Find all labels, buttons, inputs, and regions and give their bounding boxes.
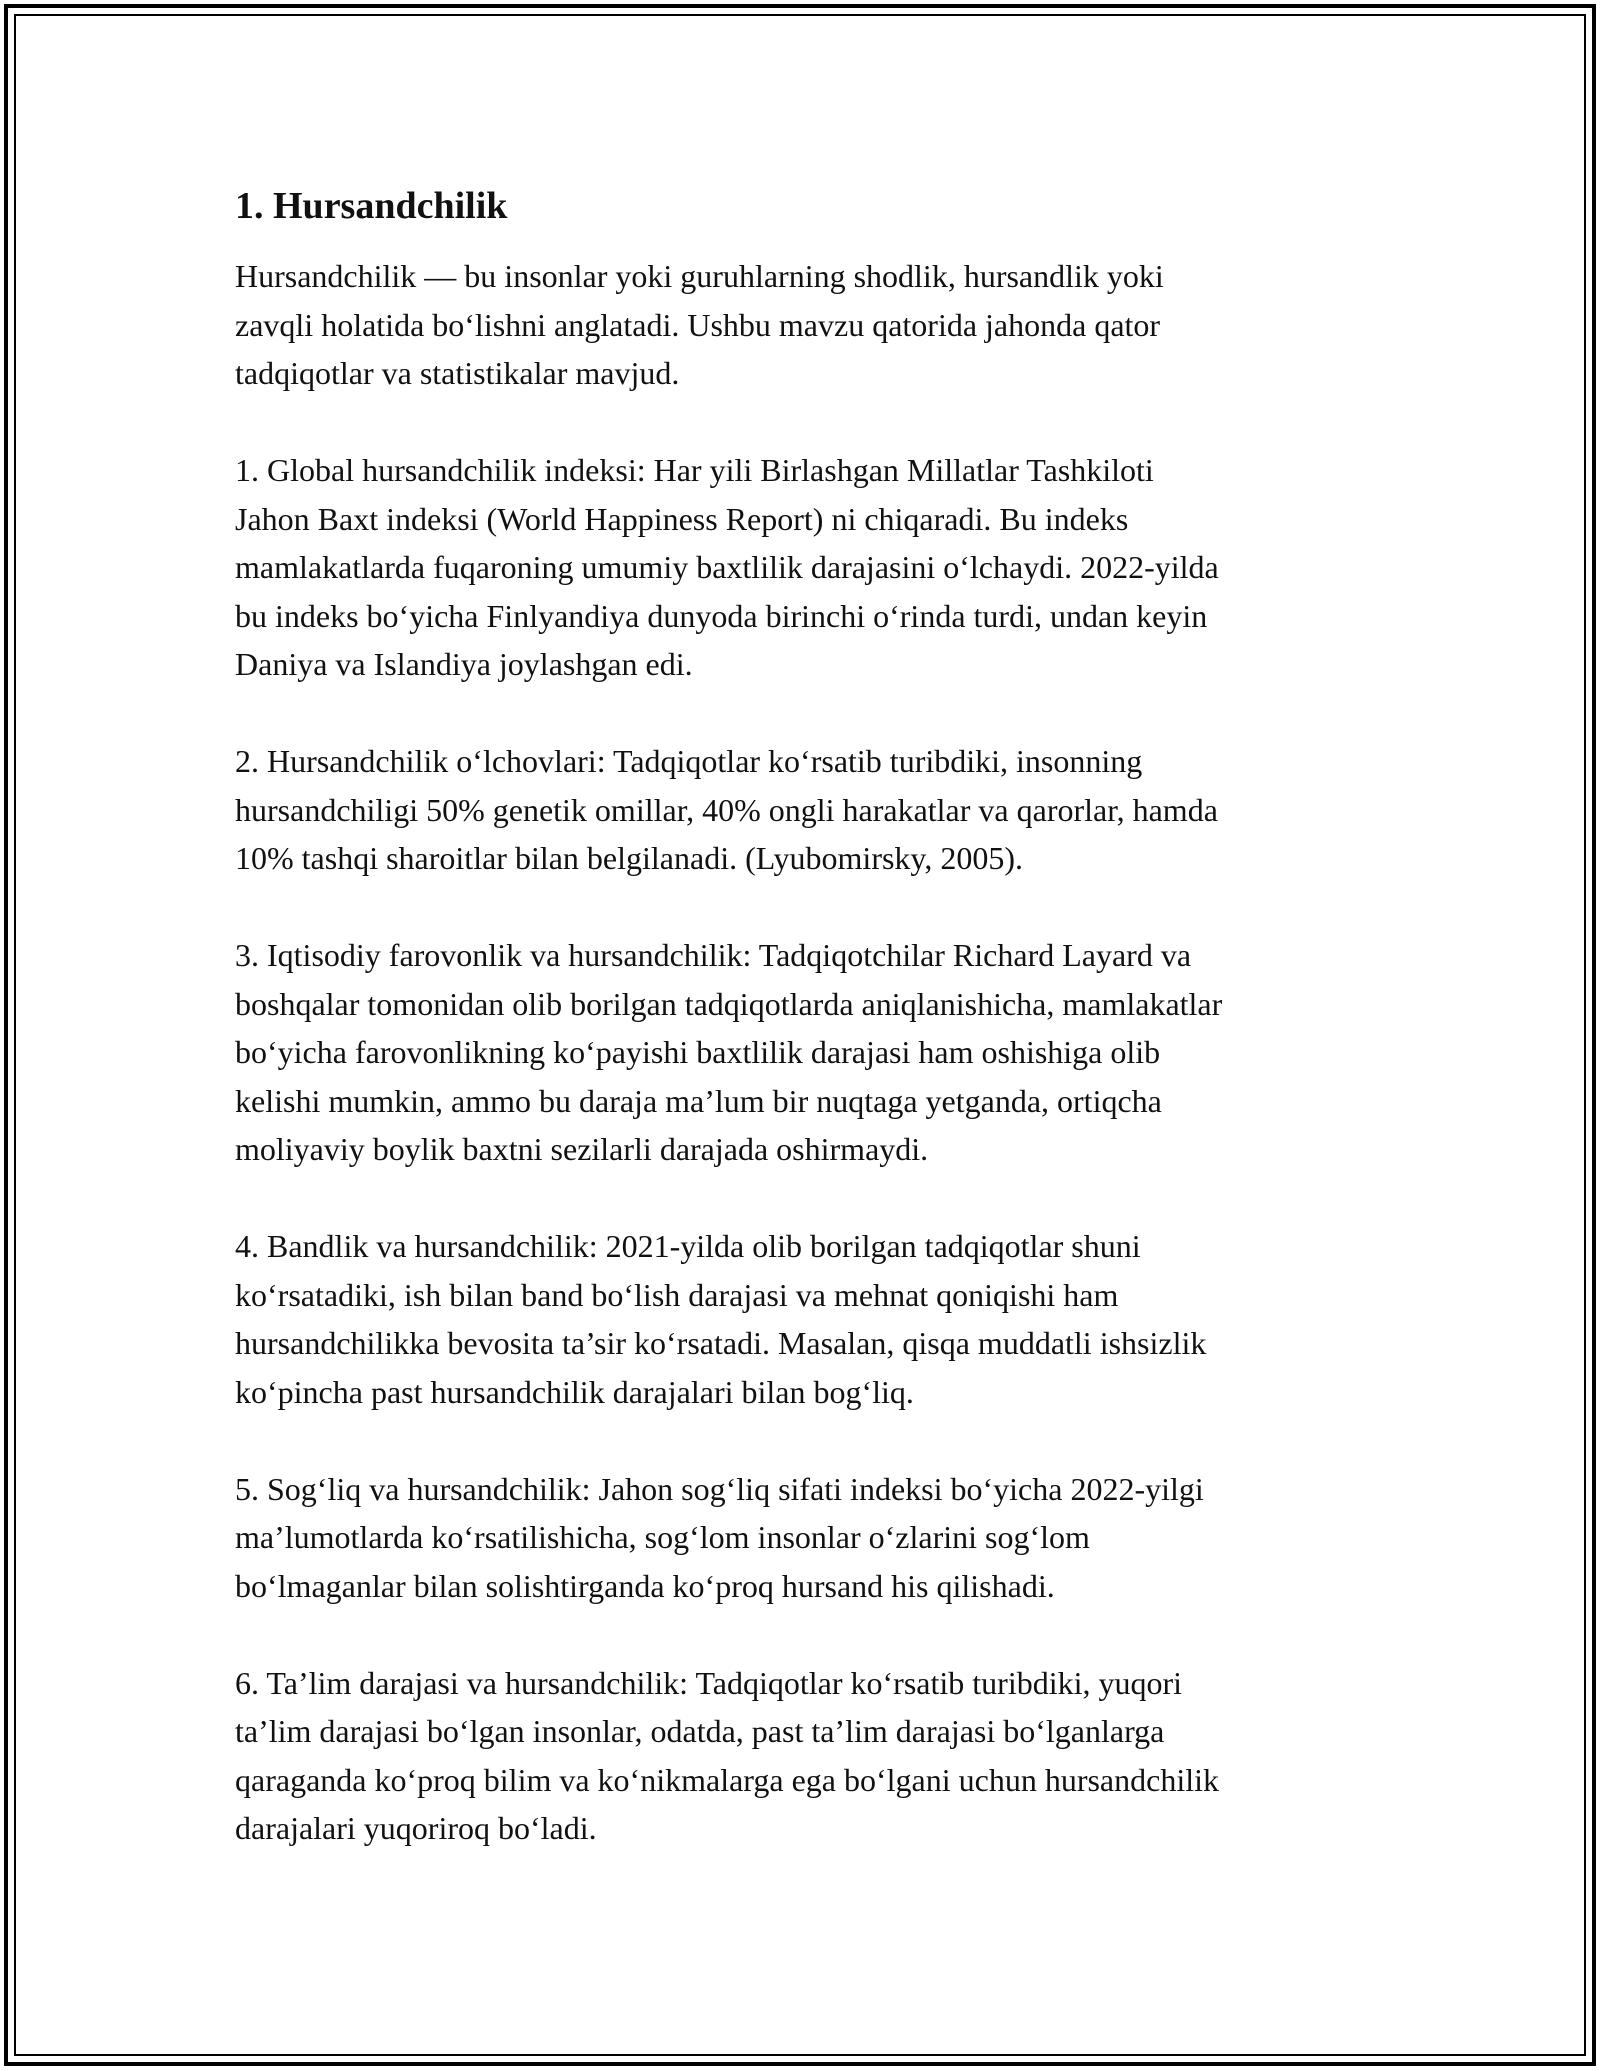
paragraph-line: 6. Ta’lim darajasi va hursandchilik: Tadqiqotlar ko‘rsatib turibdiki, yuqori xyxy=(235,1664,1183,1701)
paragraph-line: 5. Sog‘liq va hursandchilik: Jahon sog‘liq sifati indeksi bo‘yicha 2022-yilgi xyxy=(235,1470,1204,1507)
paragraph-line: bu indeks bo‘yicha Finlyandiya dunyoda birinchi o‘rinda turdi, undan keyin xyxy=(235,597,1208,634)
paragraph-line: kelishi mumkin, ammo bu daraja ma’lum bir nuqtaga yetganda, ortiqcha xyxy=(235,1082,1162,1119)
paragraph-line: ko‘pincha past hursandchilik darajalari bilan bog‘liq. xyxy=(235,1373,914,1410)
paragraph-line: hursandchilikka bevosita ta’sir ko‘rsatadi. Masalan, qisqa muddatli ishsizlik xyxy=(235,1325,1207,1361)
paragraph-line: hursandchiligi 50% genetik omillar, 40% ongli harakatlar va qarorlar, hamda xyxy=(235,791,1218,828)
paragraph-line: qaraganda ko‘proq bilim va ko‘nikmalarga ega bo‘lgani uchun hursandchilik xyxy=(235,1761,1219,1798)
document-title: 1. Hursandchilik xyxy=(235,185,508,227)
paragraph-line: moliyaviy boylik baxtni sezilarli darajada oshirmaydi. xyxy=(235,1131,929,1167)
paragraph-line: Daniya va Islandiya joylashgan edi. xyxy=(235,646,693,682)
paragraph-line: boshqalar tomonidan olib borilgan tadqiqotlarda aniqlanishicha, mamlakatlar xyxy=(235,985,1223,1022)
paragraph-intro xyxy=(235,252,1375,398)
paragraph-line: bo‘lmaganlar bilan solishtirganda ko‘proq hursand his qilishadi. xyxy=(235,1567,1055,1604)
paragraph-line: 2. Hursandchilik o‘lchovlari: Tadqiqotlar ko‘rsatib turibdiki, insonning xyxy=(235,743,1143,779)
paragraph-line: tadqiqotlar va statistikalar mavjud. xyxy=(235,355,680,391)
paragraph-economic-wellbeing xyxy=(235,931,1375,1174)
paragraph-line: Jahon Baxt indeksi (World Happiness Report) ni chiqaradi. Bu indeks xyxy=(235,500,1129,537)
paragraph-line: 10% tashqi sharoitlar bilan belgilanadi. (Lyubomirsky, 2005). xyxy=(235,840,1023,876)
paragraph-line: mamlakatlarda fuqaroning umumiy baxtlilik darajasini o‘lchaydi. 2022-yilda xyxy=(235,549,1219,585)
paragraph-line: bo‘yicha farovonlikning ko‘payishi baxtlilik darajasi ham oshishiga olib xyxy=(235,1034,1161,1070)
paragraph-global-happiness-index xyxy=(235,446,1375,689)
document-body xyxy=(235,182,1375,1901)
paragraph-line: zavqli holatida bo‘lishni anglatadi. Ushbu mavzu qatorida jahonda qator xyxy=(235,306,1161,343)
paragraph-line: ma’lumotlarda ko‘rsatilishicha, sog‘lom insonlar o‘zlarini sog‘lom xyxy=(235,1519,1090,1555)
paragraph-line: 3. Iqtisodiy farovonlik va hursandchilik: Tadqiqotchilar Richard Layard va xyxy=(235,937,1192,973)
paragraph-happiness-measures xyxy=(235,737,1375,883)
paragraph-line: ta’lim darajasi bo‘lgan insonlar, odatda, past ta’lim darajasi bo‘lganlarga xyxy=(235,1713,1165,1749)
paragraph-health xyxy=(235,1465,1375,1611)
paragraph-line: darajalari yuqoriroq bo‘ladi. xyxy=(235,1810,597,1846)
paragraph-line: ko‘rsatadiki, ish bilan band bo‘lish darajasi va mehnat qoniqishi ham xyxy=(235,1276,1119,1313)
paragraph-line: 1. Global hursandchilik indeksi: Har yili Birlashgan Millatlar Tashkiloti xyxy=(235,452,1154,488)
paragraph-employment xyxy=(235,1222,1375,1416)
paragraph-line: 4. Bandlik va hursandchilik: 2021-yilda olib borilgan tadqiqotlar shuni xyxy=(235,1228,1141,1264)
paragraph-line: Hursandchilik — bu insonlar yoki guruhlarning shodlik, hursandlik yoki xyxy=(235,258,1164,294)
paragraph-education xyxy=(235,1659,1375,1853)
